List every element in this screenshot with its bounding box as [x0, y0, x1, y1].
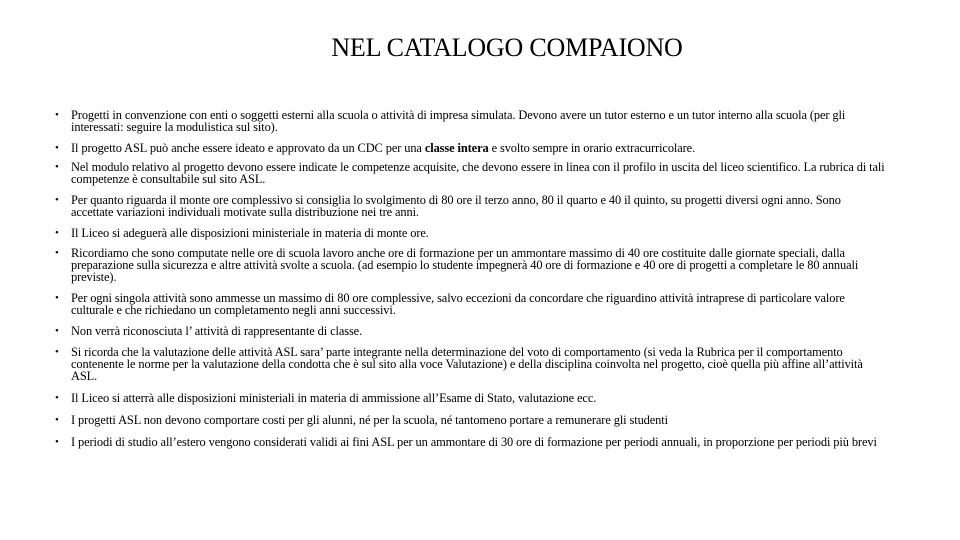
bullet-item: • Per ogni singola attività sono ammesse un massimo di 80 ore complessive, salvo eccezioni da concordare che riguardino attività intraprese di particolare valore culturale e che richiedano un completamento negli anni successivi.	[55, 292, 885, 316]
bullet-item	[55, 142, 885, 154]
bullet-item: • Per quanto riguarda il monte ore complessivo si consiglia lo svolgimento di 80 ore il terzo anno, 80 il quarto e 40 il quinto, su progetti diversi ogni anno. Sono accettate variazioni individuali motivate sulla distribuzione nei tre anni.	[55, 194, 885, 218]
bullet-item: • Progetti in convenzione con enti o soggetti esterni alla scuola o attività di impresa simulata. Devono avere un tutor esterno e un tutor interno alla scuola (per gli interessati: seguire la modulistica sul sito).	[55, 109, 885, 133]
bullet-item: • I periodi di studio all’estero vengono considerati validi ai fini ASL per un ammontare di 30 ore di formazione per periodi annuali, in proporzione per periodi più brevi	[55, 436, 885, 448]
bullet-item: • Il Liceo si atterrà alle disposizioni ministeriali in materia di ammissione all’Esame di Stato, valutazione ecc.	[55, 392, 885, 404]
slide-title: NEL CATALOGO COMPAIONO	[331, 33, 683, 62]
bullet-item: • Non verrà riconosciuta l’ attività di rappresentante di classe.	[55, 325, 885, 337]
bullet-item: • Ricordiamo che sono computate nelle ore di scuola lavoro anche ore di formazione per un ammontare massimo di 40 ore costituite dalle giornate speciali, dalla preparazione sulla sicurezza e altre attività svolte a scuola. (ad esempio lo studente impegnerà 40 ore di formazione e 40 ore di progetti a completare le 80 annuali previste).	[55, 247, 885, 283]
bullet-text-end: e svolto sempre in orario extracurricolare.	[488, 141, 696, 155]
bullet-item: • I progetti ASL non devono comportare costi per gli alunni, né per la scuola, né tantomeno portare a remunerare gli studenti	[55, 414, 885, 426]
bullet-text-bold: classe intera	[424, 141, 489, 155]
bullet-list	[55, 109, 885, 448]
bullet-item: • Si ricorda che la valutazione delle attività ASL sara’ parte integrante nella determinazione del voto di comportamento (si veda la Rubrica per il comportamento contenente le norme per la valutazione della condotta che è sul sito alla voce Valutazione) e della disciplina coinvolta nel progetto, cioè quella più affine all’attività ASL.	[55, 346, 885, 382]
bullet-item: • Nel modulo relativo al progetto devono essere indicate le competenze acquisite, che devono essere in linea con il profilo in uscita del liceo scientifico. La rubrica di tali competenze è consultabile sul sito ASL.	[55, 161, 885, 185]
bullet-item: • Il Liceo si adeguerà alle disposizioni ministeriale in materia di monte ore.	[55, 227, 885, 239]
bullet-text-start: Il progetto ASL può anche essere ideato e approvato da un CDC per una	[71, 141, 425, 155]
